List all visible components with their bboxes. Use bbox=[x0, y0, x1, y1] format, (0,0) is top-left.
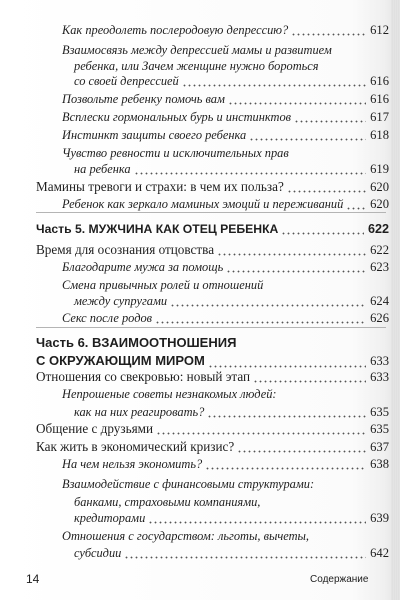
section-divider bbox=[36, 327, 386, 328]
leader-dots bbox=[228, 102, 366, 105]
toc-entry[interactable]: Как преодолеть послеродовую депрессию? 612 bbox=[62, 23, 389, 37]
leader-dots bbox=[134, 172, 367, 175]
toc-entry[interactable]: со своей депрессией 616 bbox=[74, 74, 389, 88]
toc-entry[interactable]: Благодарите мужа за помощь 623 bbox=[62, 260, 389, 274]
toc-entry[interactable]: Ребенок как зеркало маминых эмоций и переживаний 620 bbox=[62, 197, 389, 211]
leader-dots bbox=[287, 190, 366, 193]
toc-entry[interactable]: между супругами 624 bbox=[74, 294, 389, 308]
toc-entry[interactable]: Общение с друзьями 635 bbox=[36, 421, 389, 436]
toc-entry[interactable]: Всплески гормональных бурь и инстинктов 617 bbox=[62, 110, 389, 124]
toc-entry-line[interactable]: Взаимодействие с финансовыми структурами: bbox=[62, 477, 315, 491]
toc-entry[interactable]: Инстинкт защиты своего ребенка 618 bbox=[62, 128, 389, 142]
toc-entry[interactable]: Отношения со свекровью: новый этап 633 bbox=[36, 369, 389, 384]
toc-part-heading-line[interactable]: Часть 6. ВЗАИМООТНОШЕНИЯ bbox=[36, 335, 237, 350]
leader-dots bbox=[226, 270, 366, 273]
page-edge bbox=[391, 0, 400, 600]
leader-dots bbox=[291, 33, 366, 36]
leader-dots bbox=[155, 321, 366, 324]
toc-entry[interactable]: На чем нельзя экономить? 638 bbox=[62, 457, 389, 471]
toc-entry[interactable]: как на них реагировать? 635 bbox=[74, 405, 389, 419]
leader-dots bbox=[249, 138, 366, 141]
toc-part-heading[interactable]: С ОКРУЖАЮЩИМ МИРОМ 633 bbox=[36, 353, 389, 368]
leader-dots bbox=[281, 232, 364, 235]
toc-entry[interactable]: на ребенка 619 bbox=[74, 162, 389, 176]
toc-entry[interactable]: Как жить в экономический кризис? 637 bbox=[36, 439, 389, 454]
section-divider bbox=[36, 212, 386, 213]
toc-entry-line[interactable]: Смена привычных ролей и отношений bbox=[62, 278, 264, 292]
toc-entry[interactable]: Время для осознания отцовства 622 bbox=[36, 242, 389, 257]
toc-entry[interactable]: кредиторами 639 bbox=[74, 511, 389, 525]
leader-dots bbox=[294, 120, 366, 123]
toc-entry[interactable]: субсидии 642 bbox=[74, 546, 389, 560]
leader-dots bbox=[148, 521, 366, 524]
leader-dots bbox=[207, 415, 366, 418]
toc-entry-line[interactable]: банками, страховыми компаниями, bbox=[74, 495, 261, 509]
leader-dots bbox=[182, 84, 366, 87]
toc-entry[interactable]: Секс после родов 626 bbox=[62, 311, 389, 325]
toc-entry-line[interactable]: Взаимосвязь между депрессией мамы и развитием bbox=[62, 43, 332, 57]
leader-dots bbox=[205, 467, 366, 470]
leader-dots bbox=[208, 365, 366, 368]
toc-entry-line[interactable]: ребенка, или Зачем женщине нужно бороться bbox=[74, 59, 319, 73]
leader-dots bbox=[124, 556, 366, 559]
toc-entry-line[interactable]: Отношения с государством: льготы, вычеты, bbox=[62, 529, 310, 543]
leader-dots bbox=[253, 380, 366, 383]
leader-dots bbox=[170, 304, 366, 307]
toc-entry-line[interactable]: Чувство ревности и исключительных прав bbox=[62, 146, 289, 160]
leader-dots bbox=[346, 207, 366, 210]
leader-dots bbox=[217, 253, 366, 256]
toc-part-heading[interactable]: Часть 5. МУЖЧИНА КАК ОТЕЦ РЕБЕНКА 622 bbox=[36, 222, 389, 236]
leader-dots bbox=[156, 432, 366, 435]
toc-entry[interactable]: Позвольте ребенку помочь вам 616 bbox=[62, 92, 389, 106]
toc-entry[interactable]: Мамины тревоги и страхи: в чем их польза? 620 bbox=[36, 179, 389, 194]
toc-entry-line[interactable]: Непрошеные советы незнакомых людей: bbox=[62, 387, 277, 401]
running-footer: Содержание bbox=[310, 574, 369, 585]
leader-dots bbox=[237, 450, 366, 453]
page-number: 14 bbox=[26, 572, 40, 586]
